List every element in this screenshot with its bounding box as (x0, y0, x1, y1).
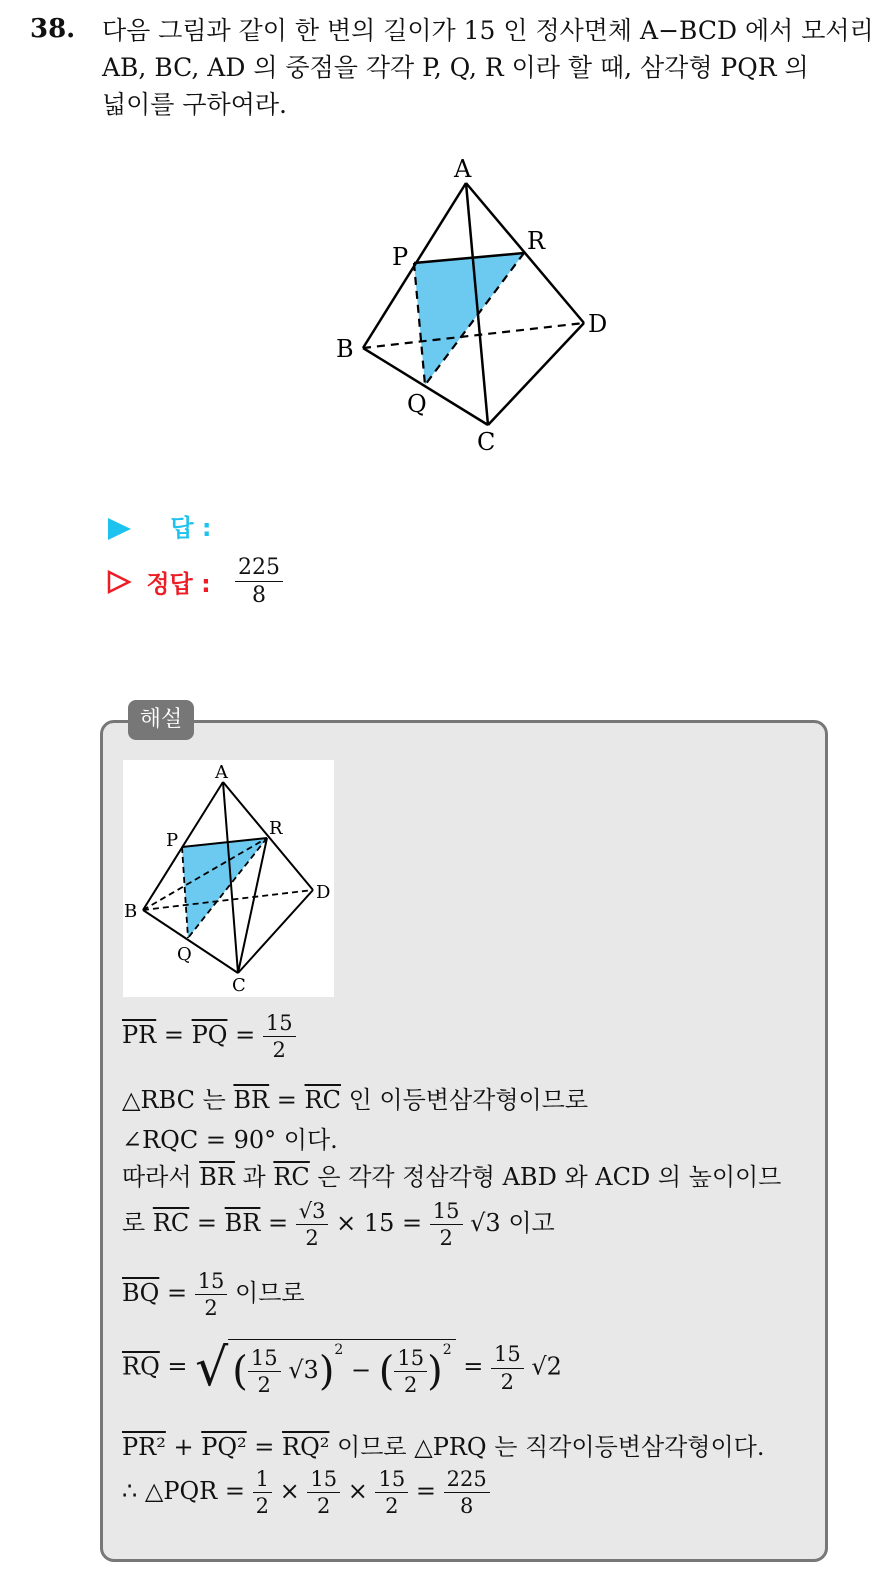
fraction (263, 1012, 296, 1061)
numerator: 15 (195, 1270, 228, 1295)
text: ∴ △PQR = (122, 1477, 253, 1506)
numerator: 15 (248, 1347, 281, 1372)
fraction (253, 1468, 272, 1517)
segment-pq-squared: PQ² (201, 1433, 247, 1461)
fraction (248, 1347, 281, 1396)
text: × 15 = (328, 1209, 430, 1238)
solution-line-1 (122, 1012, 296, 1061)
segment-br: $\overline{BR}$ (199, 1163, 235, 1191)
equals-sign: = (235, 1021, 256, 1050)
denominator: 2 (272, 1038, 286, 1063)
text: √2 (531, 1352, 562, 1381)
equals-sign: = (189, 1209, 225, 1238)
segment-rc: $\overline{RC}$ (304, 1086, 341, 1114)
question-line-1: 다음 그림과 같이 한 변의 길이가 15 인 정사면체 A−BCD 에서 모서리 (102, 16, 874, 45)
fraction (491, 1343, 524, 1392)
solution-line-7 (122, 1338, 562, 1398)
plus-sign: + (165, 1433, 202, 1461)
exponent: 2 (334, 1342, 344, 1359)
solution-label-c: C (232, 975, 246, 996)
edge-bd-hidden (363, 323, 584, 348)
answer-row (106, 508, 212, 543)
denominator: 2 (204, 1296, 218, 1321)
solution-line-9 (122, 1468, 490, 1517)
equals-sign: = (159, 1279, 195, 1308)
text: △RBC 는 (122, 1086, 234, 1114)
fraction (430, 1200, 463, 1249)
numerator: 225 (444, 1468, 490, 1493)
correct-answer-numerator: 225 (235, 556, 283, 582)
segment-br: $\overline{BR}$ (233, 1086, 270, 1114)
equals-sign: = (269, 1086, 305, 1114)
numerator: 15 (307, 1468, 340, 1493)
fraction (296, 1200, 329, 1249)
correct-answer-row (106, 556, 283, 607)
fraction (195, 1270, 228, 1319)
radicand: ( $\frac{15}{2}$ √3)$^2$ − ( $\frac{15}{2}$ )$^2$ (228, 1339, 455, 1396)
text: 이므로 △PRQ 는 직각이등변삼각형이다. (329, 1433, 765, 1461)
triangle-pqr-shade (414, 253, 524, 385)
solution-line-3 (122, 1120, 338, 1155)
solution-line-2 (122, 1080, 588, 1115)
question-line-3: 넓이를 구하여라. (102, 90, 287, 119)
correct-answer-label: 정답 : (146, 570, 211, 599)
denominator: 2 (255, 1494, 269, 1519)
segment-rc: $\overline{RC}$ (273, 1163, 310, 1191)
question-text (102, 12, 874, 123)
denominator: 8 (459, 1494, 474, 1519)
text: 따라서 (122, 1163, 200, 1191)
text: 과 (234, 1163, 274, 1191)
segment-pq: $\overline{PQ}$ (191, 1021, 228, 1050)
fraction (444, 1468, 490, 1517)
equals-sign: = (159, 1352, 196, 1381)
label-c: C (477, 428, 496, 456)
solution-line-8 (122, 1427, 765, 1462)
play-outline-icon (106, 569, 132, 595)
denominator: 2 (257, 1373, 271, 1398)
solution-label-r: R (269, 818, 283, 839)
label-q: Q (407, 390, 427, 418)
numerator: 15 (394, 1347, 427, 1372)
answer-label: 답 : (170, 514, 212, 542)
equals-sign: = (246, 1433, 283, 1461)
segment-rq-squared: RQ² (282, 1433, 330, 1461)
solution-label-p: P (166, 830, 179, 851)
label-d: D (588, 310, 608, 338)
segment-pr-squared: PR² (122, 1433, 166, 1461)
solution-line-5 (122, 1200, 555, 1249)
numerator: 15 (263, 1012, 296, 1037)
denominator: 2 (439, 1226, 453, 1251)
solution-tag: 해설 (128, 700, 194, 740)
text: √3 이고 (462, 1209, 555, 1238)
fraction (394, 1347, 427, 1396)
solution-label-d: D (316, 882, 331, 903)
denominator: 2 (305, 1226, 319, 1251)
text: ∠RQC = 90° 이다. (122, 1126, 338, 1154)
solution-label-b: B (124, 901, 138, 922)
numerator: √3 (296, 1200, 329, 1225)
question-number: 38. (30, 14, 76, 44)
denominator: 2 (317, 1494, 331, 1519)
solution-label-a: A (215, 762, 228, 783)
text: 인 이등변삼각형이므로 (340, 1086, 589, 1114)
exponent: 2 (442, 1342, 452, 1359)
times-sign: × (272, 1477, 308, 1506)
fraction (375, 1468, 408, 1517)
text: 로 (122, 1209, 153, 1238)
sqrt-icon: √ (195, 1338, 229, 1398)
segment-br: $\overline{BR}$ (224, 1209, 261, 1238)
equals-sign: = (455, 1352, 491, 1381)
text: 이므로 (227, 1279, 305, 1308)
equals-sign: = (260, 1209, 296, 1238)
equals-sign: = (163, 1021, 184, 1050)
tetrahedron-figure (320, 150, 630, 460)
label-b: B (336, 335, 354, 363)
denominator: 2 (404, 1373, 418, 1398)
numerator: 15 (491, 1343, 524, 1368)
times-sign: × (340, 1477, 376, 1506)
denominator: 2 (385, 1494, 399, 1519)
segment-bq: $\overline{BQ}$ (122, 1279, 160, 1308)
numerator: 15 (375, 1468, 408, 1493)
segment-rq: $\overline{RQ}$ (122, 1352, 160, 1381)
denominator: 2 (500, 1369, 515, 1394)
text: 은 각각 정삼각형 ABD 와 ACD 의 높이이므 (309, 1163, 782, 1191)
minus-sign: − (350, 1356, 372, 1385)
label-r: R (527, 227, 546, 255)
correct-answer-value (235, 556, 283, 607)
solution-figure (123, 760, 334, 997)
equals-sign: = (408, 1477, 444, 1506)
numerator: 1 (253, 1468, 272, 1493)
solution-line-6 (122, 1270, 305, 1319)
solution-line-4 (122, 1157, 781, 1192)
edge-cd (488, 323, 584, 425)
play-filled-icon (106, 516, 132, 542)
label-a: A (454, 155, 472, 183)
label-p: P (392, 243, 409, 271)
text: √3 (288, 1356, 319, 1385)
solution-label-q: Q (177, 944, 192, 965)
fraction (307, 1468, 340, 1517)
numerator: 15 (430, 1200, 463, 1225)
correct-answer-denominator: 8 (252, 583, 267, 609)
segment-rc: $\overline{RC}$ (152, 1209, 190, 1238)
question-line-2: AB, BC, AD 의 중점을 각각 P, Q, R 이라 할 때, 삼각형 PQR 의 (102, 53, 809, 82)
segment-pr: $\overline{PR}$ (122, 1021, 157, 1050)
